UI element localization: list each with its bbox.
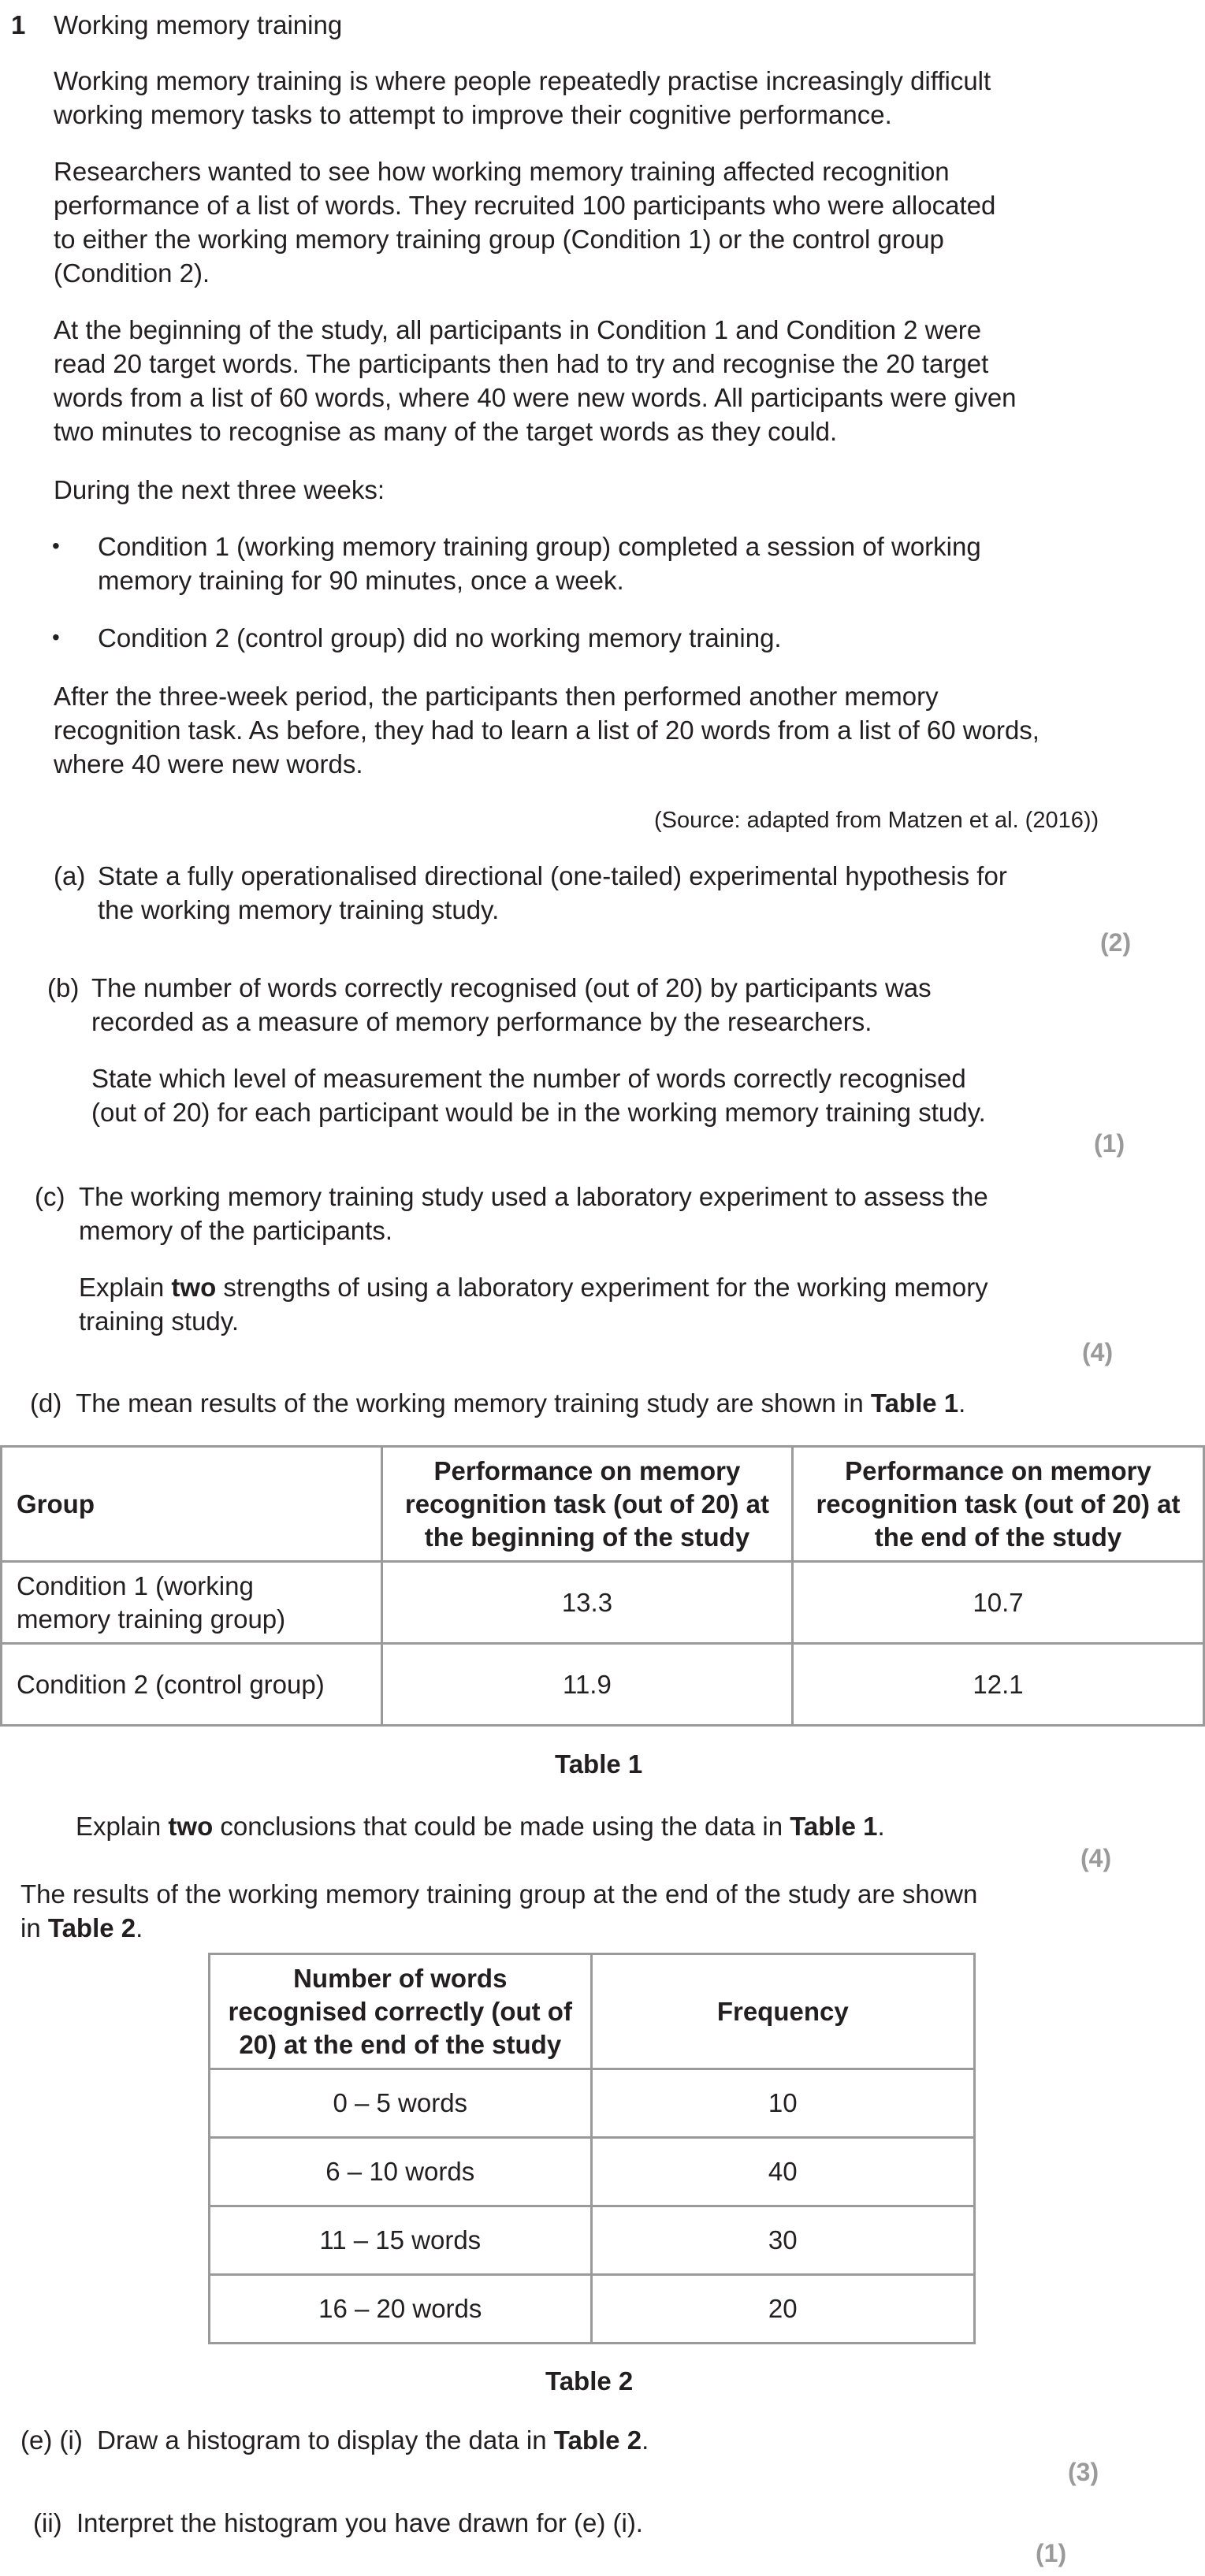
- list-item: memory training for 90 minutes, once a week.: [98, 566, 624, 595]
- part-e-i: [20, 2423, 649, 2457]
- table-row: [210, 2138, 975, 2206]
- text-line: The working memory training study used a laboratory experiment to assess the: [79, 1182, 988, 1211]
- text-run: Draw a histogram to display the data in: [97, 2425, 554, 2455]
- marks-label: (1): [1094, 1129, 1125, 1158]
- text-line: (Condition 2).: [54, 258, 210, 288]
- text-run: Explain: [76, 1812, 169, 1841]
- text-line: (out of 20) for each participant would be in the working memory training study.: [91, 1098, 986, 1127]
- marks-label: (1): [1036, 2539, 1067, 2567]
- part-label: (ii): [33, 2508, 62, 2537]
- table-row: [210, 2069, 975, 2138]
- table-cell: 6 – 10 words: [210, 2138, 592, 2206]
- text-line: During the next three weeks:: [54, 475, 385, 504]
- emphasis: Table 2: [553, 2425, 642, 2455]
- text-line: State a fully operationalised directional (one-tailed) experimental hypothesis for: [98, 861, 1007, 890]
- column-header: Performance on memory recognition task (out of 20) at the beginning of the study: [381, 1447, 792, 1562]
- text-line: [79, 1270, 988, 1304]
- text-line: words from a list of 60 words, where 40 were new words. All participants were given: [54, 383, 1017, 412]
- text-run: conclusions that could be made using the data in: [213, 1812, 790, 1841]
- text-line: the working memory training study.: [98, 895, 500, 924]
- marks-label: (3): [1068, 2458, 1099, 2486]
- text-run: in: [20, 1913, 48, 1942]
- part-e-ii: [33, 2506, 643, 2540]
- table-cell: 10: [591, 2069, 974, 2138]
- text-line: recognition task. As before, they had to learn a list of 20 words from a list of 60 words,: [54, 716, 1039, 745]
- text-line: The results of the working memory training group at the end of the study are shown: [20, 1879, 978, 1909]
- column-header: Number of words recognised correctly (out of 20) at the end of the study: [210, 1954, 592, 2069]
- table-cell: 11.9: [381, 1644, 792, 1726]
- column-header: Frequency: [591, 1954, 974, 2069]
- emphasis: Table 2: [47, 1913, 136, 1942]
- table-row: [210, 2275, 975, 2344]
- table-1-caption: Table 1: [555, 1749, 643, 1779]
- bullet-icon: •: [52, 533, 60, 558]
- part-label: (c): [35, 1182, 65, 1211]
- text-line: [20, 1911, 143, 1945]
- part-label: (a): [54, 861, 86, 890]
- text-line: After the three-week period, the participants then performed another memory: [54, 682, 939, 711]
- text-line: read 20 target words. The participants then had to try and recognise the 20 target: [54, 349, 989, 378]
- table-cell: Condition 1 (working memory training group): [2, 1562, 382, 1644]
- table-cell: 0 – 5 words: [210, 2069, 592, 2138]
- table-row: [2, 1562, 1204, 1644]
- table-cell: 10.7: [792, 1562, 1203, 1644]
- table-1: [0, 1445, 1205, 1727]
- text-line: where 40 were new words.: [54, 749, 363, 779]
- table-cell: 30: [591, 2206, 974, 2275]
- list-item: Condition 1 (working memory training group) completed a session of working: [98, 532, 981, 561]
- question-number: 1: [11, 10, 26, 39]
- text-run: .: [958, 1388, 966, 1418]
- emphasis: two: [168, 1812, 214, 1841]
- text-line: training study.: [79, 1307, 239, 1336]
- table-cell: 16 – 20 words: [210, 2275, 592, 2344]
- part-d-intro: [30, 1386, 965, 1420]
- text-run: Explain: [79, 1273, 172, 1302]
- marks-label: (4): [1082, 1338, 1114, 1366]
- text-run: The mean results of the working memory training study are shown in: [76, 1388, 871, 1418]
- table-cell: 20: [591, 2275, 974, 2344]
- source-citation: (Source: adapted from Matzen et al. (2016)): [654, 808, 1099, 833]
- text-line: Researchers wanted to see how working memory training affected recognition: [54, 157, 950, 186]
- part-label: (d): [30, 1388, 62, 1418]
- table-header-row: [210, 1954, 975, 2069]
- marks-label: (4): [1080, 1844, 1112, 1872]
- emphasis: two: [171, 1273, 217, 1302]
- part-d-question: [76, 1809, 885, 1843]
- table-header-row: [2, 1447, 1204, 1562]
- text-line: The number of words correctly recognised (out of 20) by participants was: [91, 973, 932, 1002]
- text-line: memory of the participants.: [79, 1216, 392, 1245]
- table-cell: Condition 2 (control group): [2, 1644, 382, 1726]
- table-2: [208, 1953, 976, 2344]
- table-cell: 40: [591, 2138, 974, 2206]
- table-row: [210, 2206, 975, 2275]
- text-run: strengths of using a laboratory experiment for the working memory: [216, 1273, 988, 1302]
- text-run: .: [877, 1812, 885, 1841]
- text-line: State which level of measurement the number of words correctly recognised: [91, 1064, 966, 1093]
- text-line: Working memory training is where people repeatedly practise increasingly difficult: [54, 66, 991, 95]
- text-run: .: [642, 2425, 649, 2455]
- table-cell: 13.3: [381, 1562, 792, 1644]
- emphasis: Table 1: [790, 1812, 878, 1841]
- text-line: performance of a list of words. They recruited 100 participants who were allocated: [54, 191, 996, 220]
- emphasis: Table 1: [870, 1388, 959, 1418]
- table-2-caption: Table 2: [545, 2366, 634, 2396]
- table-cell: 12.1: [792, 1644, 1203, 1726]
- text-line: At the beginning of the study, all participants in Condition 1 and Condition 2 were: [54, 315, 982, 344]
- text-run: .: [136, 1913, 143, 1942]
- text-line: recorded as a measure of memory performance by the researchers.: [91, 1007, 872, 1036]
- table-cell: 11 – 15 words: [210, 2206, 592, 2275]
- column-header: Group: [2, 1447, 382, 1562]
- text-line: two minutes to recognise as many of the target words as they could.: [54, 417, 838, 446]
- column-header: Performance on memory recognition task (out of 20) at the end of the study: [792, 1447, 1203, 1562]
- text-line: working memory tasks to attempt to improve their cognitive performance.: [54, 100, 892, 129]
- bullet-icon: •: [52, 625, 60, 649]
- question-title: Working memory training: [54, 10, 343, 39]
- part-label: (b): [47, 973, 80, 1002]
- text-run: Interpret the histogram you have drawn for (e) (i).: [76, 2508, 643, 2537]
- table-row: [2, 1644, 1204, 1726]
- text-line: to either the working memory training group (Condition 1) or the control group: [54, 225, 944, 254]
- marks-label: (2): [1100, 928, 1132, 957]
- part-label: (e) (i): [20, 2425, 83, 2455]
- list-item: Condition 2 (control group) did no working memory training.: [98, 623, 782, 652]
